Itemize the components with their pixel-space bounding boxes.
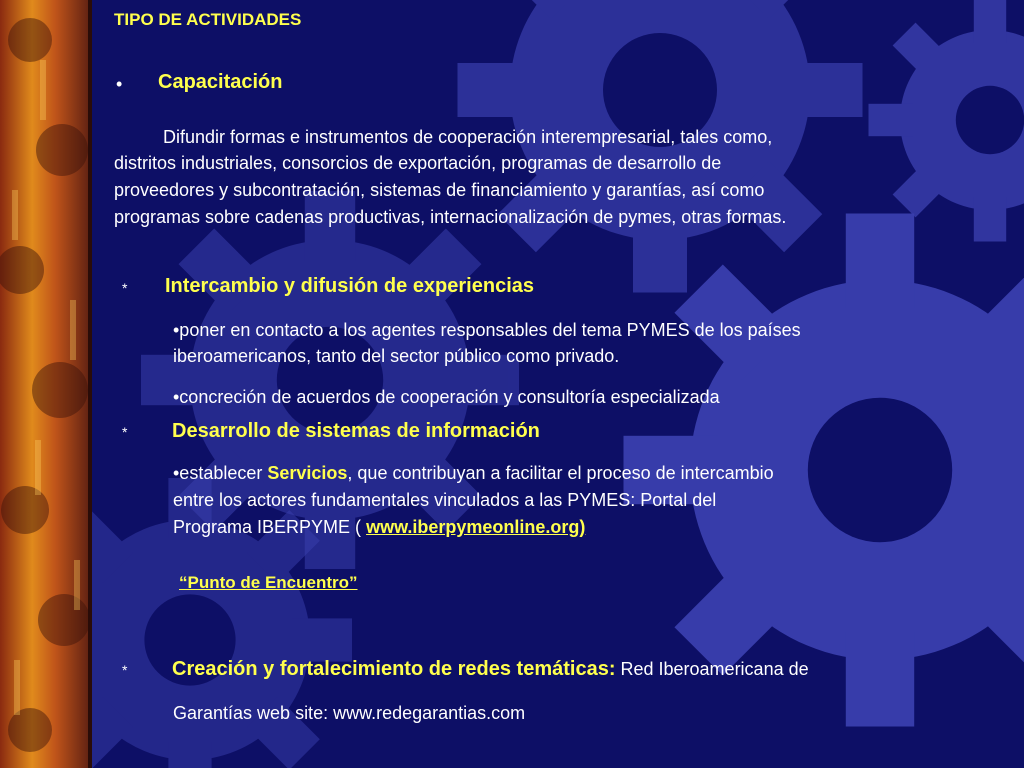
list-item — [173, 460, 774, 486]
list-item-continuation — [173, 514, 585, 540]
paragraph-line: Difundir formas e instrumentos de cooperación interempresarial, tales como, — [163, 127, 773, 147]
paragraph-line: programas sobre cadenas productivas, internacionalización de pymes, otras formas. — [114, 207, 787, 227]
punto-de-encuentro-link[interactable]: “Punto de Encuentro” — [179, 573, 358, 592]
paragraph-line: distritos industriales, consorcios de exportación, programas de desarrollo de — [114, 153, 722, 173]
list-item-continuation: entre los actores fundamentales vinculados a las PYMES: Portal del — [173, 490, 717, 510]
section-heading-capacitacion: Capacitación — [158, 71, 283, 93]
iberpyme-link[interactable]: www.iberpymeonline.org) — [366, 517, 586, 537]
asterisk-bullet-icon: * — [122, 280, 128, 296]
servicios-bold: Servicios — [267, 463, 348, 483]
section-heading-desarrollo: Desarrollo de sistemas de información — [172, 420, 540, 442]
punto-de-encuentro-link-wrap — [179, 573, 358, 593]
section-heading-redes-tail: Red Iberoamericana de — [615, 659, 809, 679]
list-item: •poner en contacto a los agentes responsables del tema PYMES de los países — [173, 320, 801, 340]
text-segment: , que contribuyan a facilitar el proceso de intercambio — [347, 463, 774, 483]
asterisk-bullet-icon: * — [122, 662, 128, 678]
asterisk-bullet-icon: * — [122, 424, 128, 440]
section-heading-redes — [172, 658, 809, 681]
redes-continuation: Garantías web site: www.redegarantias.com — [173, 703, 526, 723]
section-heading-redes-bold: Creación y fortalecimiento de redes temáticas: — [172, 658, 616, 680]
text-segment: •establecer — [173, 463, 268, 483]
bullet-icon: • — [116, 74, 123, 94]
text-segment: Programa IBERPYME ( — [173, 517, 367, 537]
list-item: •concreción de acuerdos de cooperación y consultoría especializada — [173, 387, 720, 407]
list-item-continuation: iberoamericanos, tanto del sector público como privado. — [173, 346, 620, 366]
paragraph-line: proveedores y subcontratación, sistemas de financiamiento y garantías, así como — [114, 180, 765, 200]
section-heading-intercambio: Intercambio y difusión de experiencias — [165, 275, 535, 297]
page-title: TIPO DE ACTIVIDADES — [114, 10, 302, 29]
